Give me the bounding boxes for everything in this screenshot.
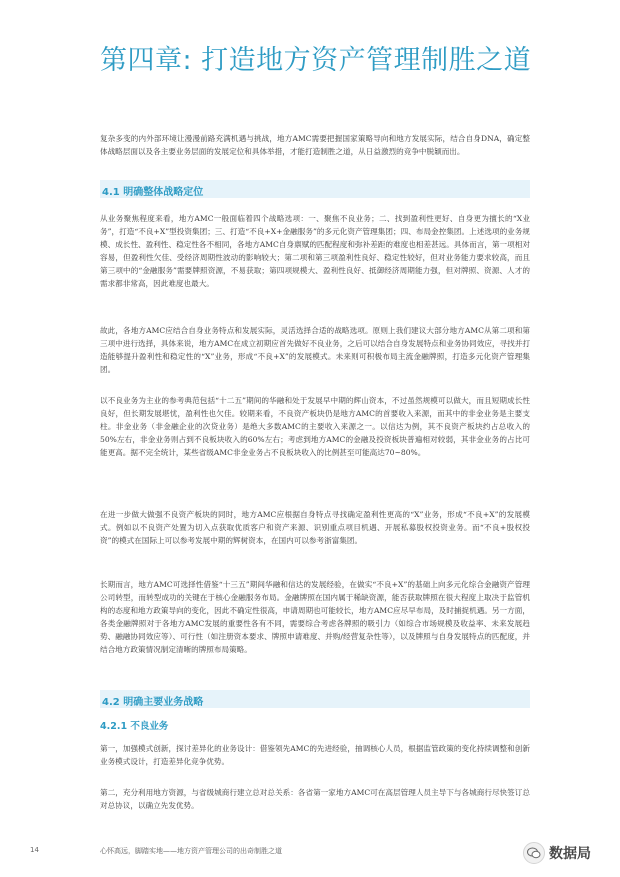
paragraph-4: 在进一步做大做强不良资产板块的同时，地方AMC应根据自身特点寻找确定盈利性更高的“X”业务，形成“不良+X”的发展模式。例如以不良资产处置为切入点获取优质客户和资产来源、识别重点项目机遇、开展私募股权投资业务。而“不良+股权投资”的模式在国际上可以参考发展中期的辉树资本，在国内可以参考浙富集团。 (100, 510, 530, 545)
watermark-text: 数据局 (549, 846, 591, 862)
intro-paragraph: 复杂多变的内外部环境让漫漫前路充满机遇与挑战，地方AMC需要把握国家策略导向和地方发展实际，结合自身DNA，确定整体战略层面以及各主要业务层面的发展定位和具体举措，才能打造制胜之道，从日益激烈的竞争中脱颖而出。 (100, 134, 530, 156)
footer-title: 心怀高远，脚踏实地——地方资产管理公司的出奇制胜之道 (100, 847, 282, 855)
paragraph-3: 以不良业务为主业的参考典范包括“十二五”期间的华融和处于发展早中期的辉山资本，不过虽然规模可以做大，而且短期成长性良好，但长期发展堪忧，盈利性也欠佳。较期来看，不良资产板块仍是地方AMC的首要收入来源，而其中的非金业务是主要支柱。非金业务（非金融企业的次贷业务）是绝大多数AMC的主要收入来源之一。以信达为例，其不良资产板块约占总收入的50%左右，非金业务则占到不良板块收入的60%左右；考虑到地方AMC的金融及投资板块普遍相对较弱，其非金业务的占比可能更高。据不完全统计，某些省级AMC非金业务占不良板块收入的比例甚至可能高达70~80%。 (100, 396, 530, 457)
section-4-1-heading: 4.1 明确整体战略定位 (102, 187, 204, 198)
section-heading-bar (100, 180, 530, 198)
section-4-2-1-heading: 4.2.1 不良业务 (100, 721, 169, 732)
wechat-icon (523, 842, 545, 864)
paragraph-5: 长期而言，地方AMC可选择性借鉴“十三五”期间华融和信达的发展经验，在做实“不良+X”的基础上向多元化综合金融资产管理公司转型，而转型成功的关键在于核心金融服务布局。金融牌照在国内属于稀缺资源，能否获取牌照在很大程度上取决于监管机构的态度和地方政策导向的变化，因此不确定性很高，申请周期也可能较长，地方AMC应尽早布局，及时捕捉机遇。另一方面，各类金融牌照对于各地方AMC发展的重要性各有不同，需要综合考虑各牌照的吸引力（如综合市场规模及收益率、未来发展趋势、融融协同效应等）、可行性（如注册资本要求、牌照申请难度、并购/经营复杂性等），以及牌照与自身发展特点的匹配度，并结合地方政策情况制定清晰的牌照布局策略。 (100, 580, 530, 654)
watermark (523, 842, 591, 864)
chapter-title: 第四章: 打造地方资产管理制胜之道 (100, 45, 532, 76)
paragraph-2: 故此，各地方AMC应结合自身业务特点和发展实际，灵活选择合适的战略选项。原则上我们建议大部分地方AMC从第二项和第三项中进行选择，具体来说，地方AMC在成立初期应首先做好不良业务，之后可以结合自身发展特点和业务协同效应，寻找并打造能够提升盈利性和稳定性的“X”业务，形成“不良+X”的发展模式。未来则可积极布局主流金融牌照，打造多元化资产管理集团。 (100, 326, 530, 374)
section-heading-bar (100, 690, 530, 708)
section-4-2-heading: 4.2 明确主要业务战略 (102, 697, 204, 708)
paragraph-1: 从业务聚焦程度来看，地方AMC一般面临着四个战略选项：一、聚焦不良业务；二、找到盈利性更好、自身更为擅长的“X业务”，打造“不良+X”型投资集团；三、打造“不良+X+金融服务”的多元化资产管理集团；四、布局金控集团。上述选项的业务规模、成长性、盈利性、稳定性各不相同，各地方AMC自身禀赋的匹配程度和弥补差距的难度也相差甚远。具体而言，第一项相对容易，但盈利性欠佳、受经济周期性波动的影响较大；第二项和第三项盈利性良好、稳定性较好，但对业务能力要求较高，而且第三项中的“金融服务”需要牌照资源，不易获取；第四项规模大、盈利性良好、抵御经济周期能力强，但对牌照、资源、人才的需求都非常高，因此难度也最大。 (100, 214, 530, 288)
page-number: 14 (30, 846, 39, 854)
paragraph-7: 第二，充分利用地方资源，与省级城商行建立总对总关系：各省第一家地方AMC可在高层管理人员主导下与各城商行尽快签订总对总协议，以确立先发优势。 (100, 788, 530, 810)
paragraph-6: 第一，加强模式创新，探讨差异化的业务设计：借鉴领先AMC的先进经验，抽调核心人员，根据监管政策的变化持续调整和创新业务模式设计，打造差异化竞争优势。 (100, 744, 530, 766)
